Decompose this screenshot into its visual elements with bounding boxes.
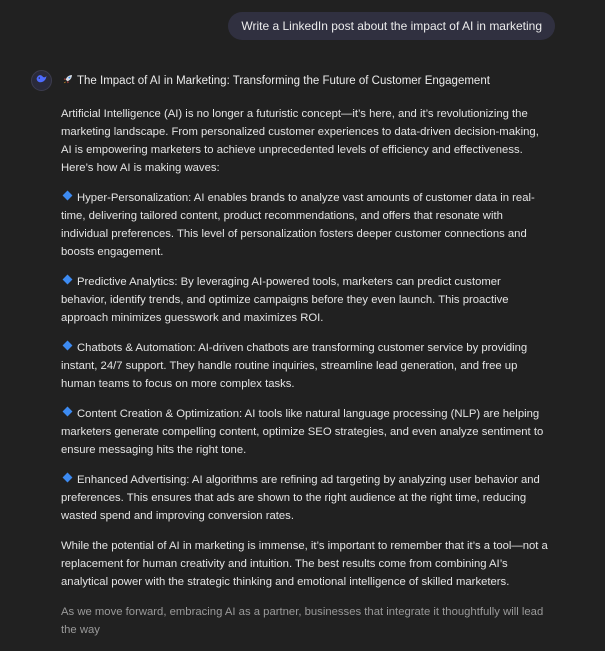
assistant-avatar [31,70,52,91]
assistant-response [61,72,549,651]
user-message-row [228,12,555,40]
response-title-text: The Impact of AI in Marketing: Transforming the Future of Customer Engagement [77,75,490,87]
blue-diamond-icon [63,341,73,351]
point-text: Chatbots & Automation: AI-driven chatbots are transforming customer service by providing instant, 24/7 support. They handle routine inquiries, streamline lead generation, and free up human teams to focus on more complex tasks. [61,342,528,390]
blue-diamond-icon [63,191,73,201]
point-text: Predictive Analytics: By leveraging AI-powered tools, marketers can predict customer behavior, identify trends, and optimize campaigns before they even launch. This proactive approach minimizes guesswork and maximizes ROI. [61,276,509,324]
point-item [61,189,549,261]
blue-diamond-icon [63,275,73,285]
user-message-bubble: Write a LinkedIn post about the impact of AI in marketing [228,12,555,40]
point-item [61,405,549,459]
point-text: Hyper-Personalization: AI enables brands to analyze vast amounts of customer data in real-time, delivering tailored content, product recommendations, and offers that resonate with individual preferences. This level of personalization fosters deeper customer connections and boosts engagement. [61,192,535,258]
point-text: Enhanced Advertising: AI algorithms are refining ad targeting by analyzing user behavior and preferences. This ensures that ads are shown to the right audience at the right time, reducing wasted spend and improving conversion rates. [61,474,540,522]
response-title [61,72,549,92]
blue-diamond-icon [63,407,73,417]
cut-off-paragraph: As we move forward, embracing AI as a partner, businesses that integrate it thoughtfully will lead the way [61,606,544,636]
conclusion-paragraph: While the potential of AI in marketing is immense, it’s important to remember that it’s a tool—not a replacement for human creativity and intuition. The best results come from combining AI’s analytical power with the strategic thinking and emotional intelligence of skilled marketers. [61,540,548,588]
point-item [61,339,549,393]
point-item [61,273,549,327]
intro-paragraph: Artificial Intelligence (AI) is no longer a futuristic concept—it’s here, and it’s revolutionizing the marketing landscape. From personalized customer experiences to data-driven decision-making, AI is empowering marketers to achieve unprecedented levels of efficiency and effectiveness. Here’s how AI is making waves: [61,108,539,174]
blue-diamond-icon [63,473,73,483]
rocket-icon [61,73,74,92]
point-text: Content Creation & Optimization: AI tools like natural language processing (NLP) are helping marketers generate compelling content, optimize SEO strategies, and even analyze sentiment to ensure messaging hits the right tone. [61,408,544,456]
point-item [61,471,549,525]
assistant-logo-icon [35,72,48,90]
